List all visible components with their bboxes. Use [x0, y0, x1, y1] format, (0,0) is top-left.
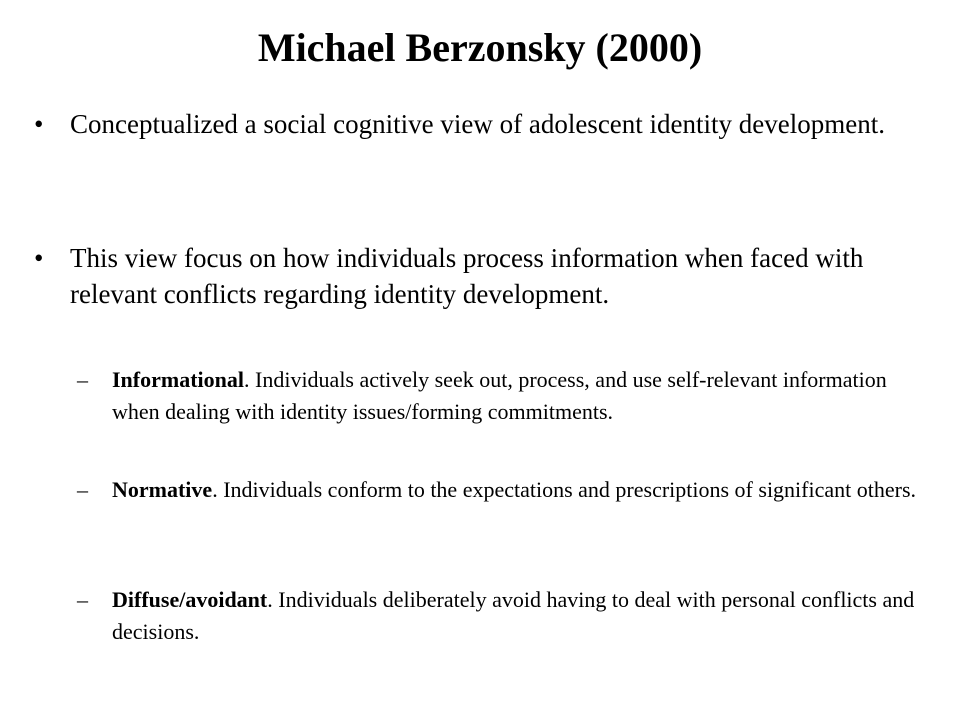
bullet-item [34, 106, 914, 142]
sub-bullet-text [112, 364, 917, 428]
sub-bullet-text [112, 584, 917, 648]
bullet-marker: • [34, 243, 44, 273]
style-description: . Individuals actively seek out, process, and use self-relevant information when dealing with identity issues/forming commitments. [112, 367, 887, 424]
sub-bullet-informational [77, 364, 917, 428]
slide-title: Michael Berzonsky (2000) [257, 25, 703, 70]
style-description: . Individuals deliberately avoid having to deal with personal conflicts and decisions. [112, 587, 915, 644]
style-term: Normative [112, 477, 213, 502]
bullet-text: Conceptualized a social cognitive view of adolescent identity development. [70, 109, 885, 139]
dash-marker: – [77, 587, 88, 612]
dash-marker: – [77, 477, 88, 502]
sub-bullet-diffuse-avoidant [77, 584, 917, 648]
bullet-marker: • [34, 109, 44, 139]
sub-bullet-normative [77, 474, 917, 506]
sub-bullet-text [112, 474, 917, 506]
style-term: Informational [112, 367, 244, 392]
dash-marker: – [77, 367, 88, 392]
bullet-item [34, 240, 914, 312]
style-term: Diffuse/avoidant [112, 587, 268, 612]
bullet-text: This view focus on how individuals process information when faced with relevant conflicts regarding identity development. [70, 243, 864, 309]
style-description: . Individuals conform to the expectations and prescriptions of significant others. [212, 477, 917, 502]
